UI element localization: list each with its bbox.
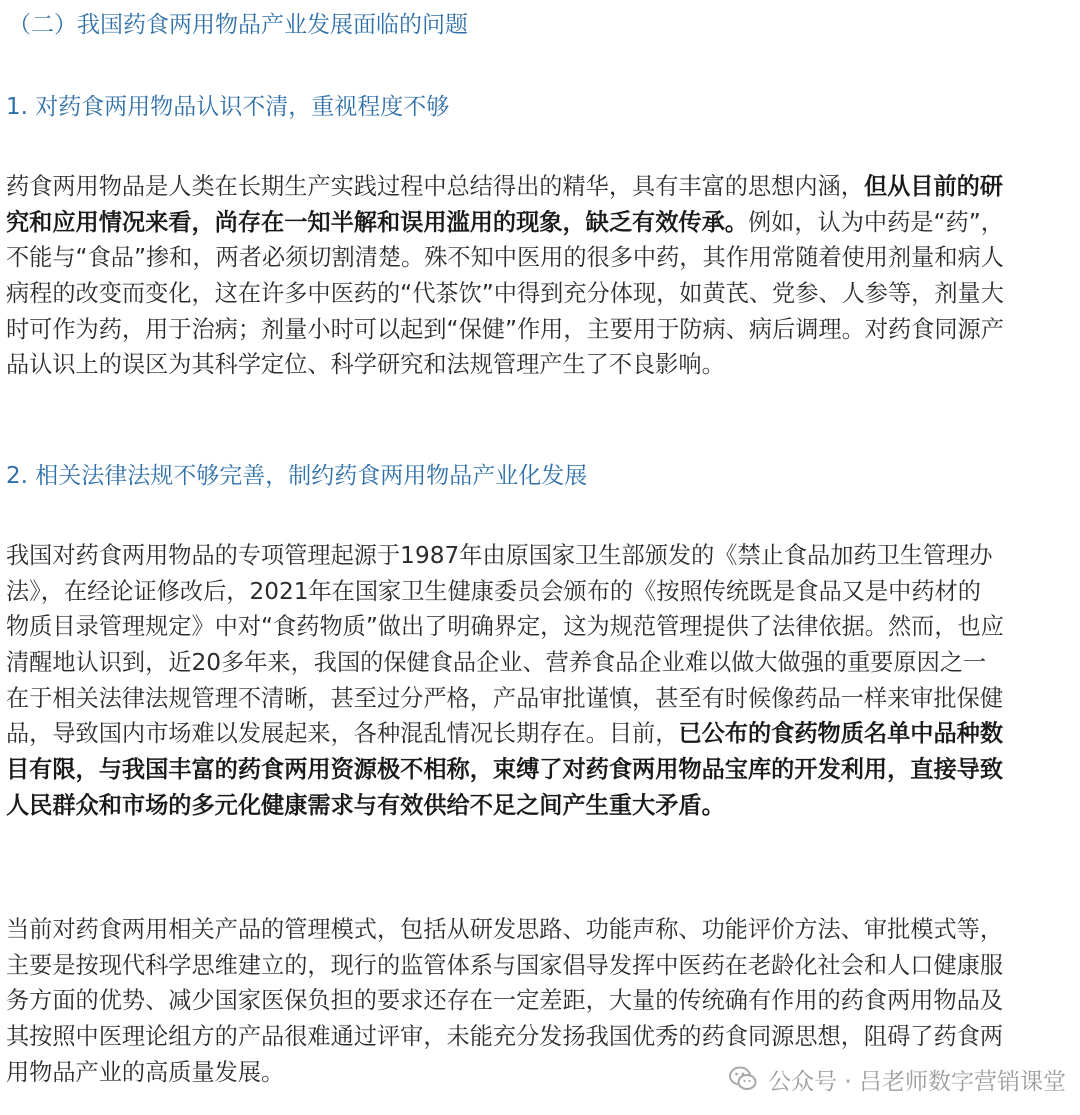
bold-text-run: 但从目前的研 [863, 173, 1004, 200]
paragraph-line [6, 681, 1078, 717]
text-run: 其按照中医理论组方的产品很难通过评审，未能充分发扬我国优秀的药食同源思想，阻碍了药食两 [6, 1023, 1004, 1051]
paragraph-line [6, 574, 1078, 610]
bold-text-run: 究和应用情况来看，尚存在一知半解和误用滥用的现象，缺乏有效传承。 [6, 208, 748, 236]
text-run: 法》，在经论证修改后，2021年在国家卫生健康委员会颁布的《按照传统既是食品又是中药材的 [6, 577, 981, 605]
text-run: 药食两用物品是人类在长期生产实践过程中总结得出的精华，具有丰富的思想内涵， [6, 173, 864, 200]
watermark-text: 公众号 · 吕老师数字营销课堂 [768, 1068, 1066, 1095]
paragraph-line [6, 240, 1078, 276]
bold-text-run: 已公布的食药物质名单中品种数 [678, 720, 1004, 748]
paragraph-line [6, 169, 1078, 205]
paragraph-1 [6, 169, 1078, 383]
text-run: 我国对药食两用物品的专项管理起源于1987年由原国家卫生部颁发的《禁止食品加药卫生管理办 [6, 542, 993, 569]
paragraph-line [6, 609, 1078, 645]
text-run: 务方面的优势、减少国家医保负担的要求还存在一定差距，大量的传统确有作用的药食两用物品及 [6, 987, 1004, 1015]
paragraph-line [6, 205, 1078, 241]
paragraph-line [6, 948, 1078, 984]
paragraph-line [6, 912, 1078, 948]
watermark [728, 1057, 1066, 1101]
paragraph-line [6, 276, 1078, 312]
wechat-icon [728, 1064, 758, 1094]
paragraph-line [6, 347, 1078, 383]
paragraph-line [6, 645, 1078, 681]
text-run: 用物品产业的高质量发展。 [6, 1058, 285, 1086]
text-run: 主要是按现代科学思维建立的，现行的监管体系与国家倡导发挥中医药在老龄化社会和人口健康服 [6, 951, 1004, 979]
text-run: 病程的改变而变化，这在许多中医药的“代茶饮”中得到充分体现，如黄芪、党参、人参等，剂量大 [6, 280, 1004, 308]
text-run: 时可作为药，用于治病；剂量小时可以起到“保健”作用，主要用于防病、病后调理。对药食同源产 [6, 315, 1004, 343]
text-run: 物质目录管理规定》中对“食药物质”做出了明确界定，这为规范管理提供了法律依据。然而，也应 [6, 613, 1004, 641]
section-title: （二）我国药食两用物品产业发展面临的问题 [8, 12, 468, 38]
bold-text-run: 目有限，与我国丰富的药食两用资源极不相称，束缚了对药食两用物品宝库的开发利用，直接导致 [6, 756, 1004, 784]
text-run: 品，导致国内市场难以发展起来，各种混乱情况长期存在。目前， [6, 720, 679, 748]
paragraph-line [6, 788, 1078, 824]
text-run: 不能与“食品”掺和，两者必须切割清楚。殊不知中医用的很多中药，其作用常随着使用剂量和病人 [6, 244, 1004, 272]
paragraph-line [6, 1019, 1078, 1055]
text-run: 清醒地认识到，近20多年来，我国的保健食品企业、营养食品企业难以做大做强的重要原因之一 [6, 649, 987, 677]
paragraph-line [6, 538, 1078, 574]
subsection-1-title: 1. 对药食两用物品认识不清，重视程度不够 [6, 94, 450, 120]
paragraph-line [6, 716, 1078, 752]
subsection-2-title: 2. 相关法律法规不够完善，制约药食两用物品产业化发展 [6, 463, 588, 489]
paragraph-line [6, 312, 1078, 348]
text-run: 在于相关法律法规管理不清晰，甚至过分严格，产品审批谨慎，甚至有时候像药品一样来审批保健 [6, 684, 1004, 712]
paragraph-line [6, 752, 1078, 788]
bold-text-run: 人民群众和市场的多元化健康需求与有效供给不足之间产生重大矛盾。 [6, 791, 725, 819]
text-run: 品认识上的误区为其科学定位、科学研究和法规管理产生了不良影响。 [6, 351, 725, 379]
paragraph-line [6, 983, 1078, 1019]
paragraph-2 [6, 538, 1078, 824]
text-run: 当前对药食两用相关产品的管理模式，包括从研发思路、功能声称、功能评价方法、审批模式等， [6, 916, 1004, 943]
text-run: 例如，认为中药是“药”， [748, 208, 1004, 236]
